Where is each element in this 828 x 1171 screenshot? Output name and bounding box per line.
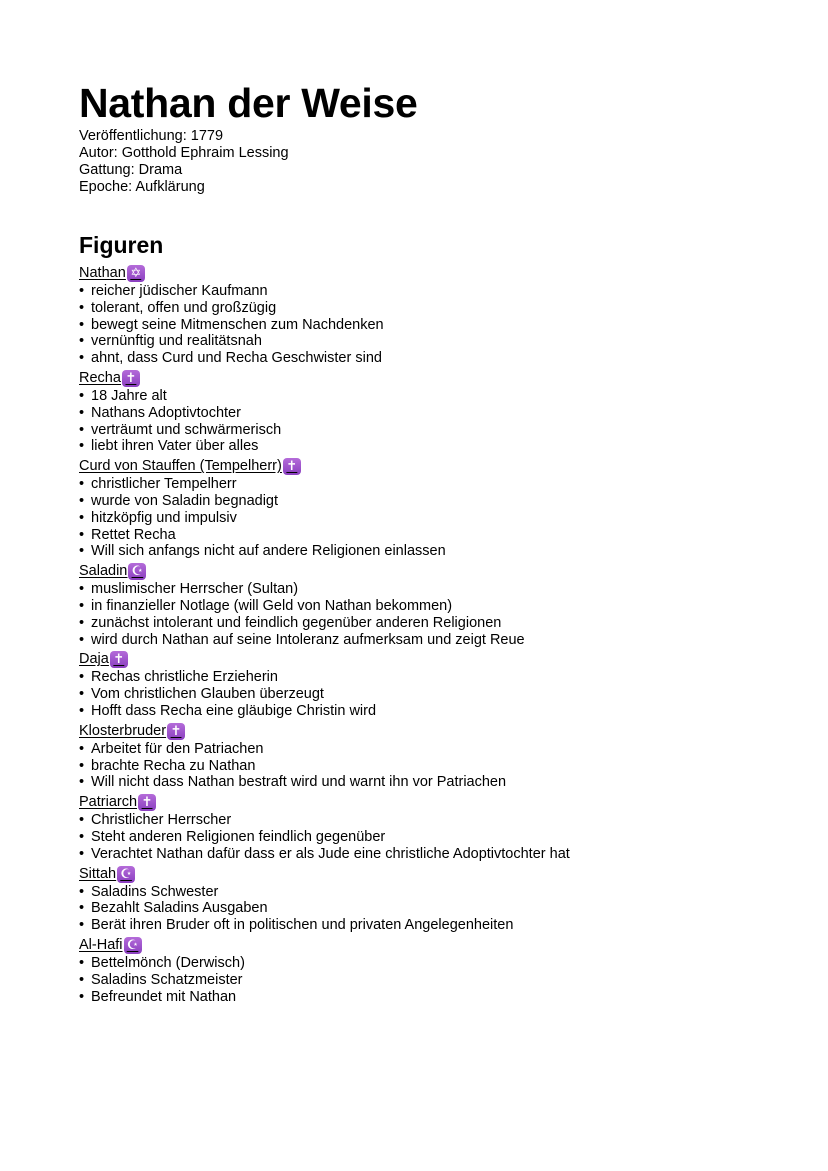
trait-list: [79, 283, 799, 367]
trait-list: [79, 476, 799, 560]
trait-item: • Berät ihren Bruder oft in politischen und privaten Angelegenheiten: [79, 917, 799, 934]
figure-heading: [79, 793, 156, 812]
figure-block: [79, 369, 799, 455]
trait-item: • Saladins Schatzmeister: [79, 972, 799, 989]
work-metadata: [79, 128, 799, 196]
trait-item: • liebt ihren Vater über alles: [79, 438, 799, 455]
trait-item: • Will nicht dass Nathan bestraft wird und warnt ihn vor Patriachen: [79, 774, 799, 791]
figure-name: Patriarch: [79, 794, 138, 811]
figure-name: Al-Hafi: [79, 936, 123, 953]
trait-item: • Bezahlt Saladins Ausgaben: [79, 900, 799, 917]
trait-list: [79, 812, 799, 862]
trait-list: [79, 741, 799, 791]
trait-item: • ahnt, dass Curd und Recha Geschwister sind: [79, 350, 799, 367]
document-page: [79, 80, 799, 1007]
trait-item: • wird durch Nathan auf seine Intoleranz aufmerksam und zeigt Reue: [79, 632, 799, 649]
trait-item: • Rechas christliche Erzieherin: [79, 669, 799, 686]
figure-name: Daja: [79, 651, 109, 668]
trait-item: • tolerant, offen und großzügig: [79, 300, 799, 317]
figure-block: [79, 562, 799, 648]
meta-line: Veröffentlichung: 1779: [79, 128, 224, 144]
trait-item: • brachte Recha zu Nathan: [79, 758, 799, 775]
figure-block: [79, 650, 799, 719]
trait-item: • Christlicher Herrscher: [79, 812, 799, 829]
figure-name: Saladin: [79, 563, 128, 580]
figure-name: Curd von Stauffen (Tempelherr): [79, 458, 282, 475]
figure-block: [79, 722, 799, 791]
trait-item: • Bettelmönch (Derwisch): [79, 955, 799, 972]
trait-item: • Vom christlichen Glauben überzeugt: [79, 686, 799, 703]
trait-item: • Will sich anfangs nicht auf andere Religionen einlassen: [79, 543, 799, 560]
trait-item: • Rettet Recha: [79, 527, 799, 544]
star-of-david-icon: ✡: [127, 265, 145, 282]
crescent-moon-icon: ☪: [117, 866, 135, 883]
meta-line: Autor: Gotthold Ephraim Lessing: [79, 145, 289, 161]
trait-list: [79, 388, 799, 455]
trait-item: • Nathans Adoptivtochter: [79, 405, 799, 422]
figure-heading: [79, 722, 185, 741]
meta-line: Epoche: Aufklärung: [79, 179, 205, 195]
trait-item: • muslimischer Herrscher (Sultan): [79, 581, 799, 598]
latin-cross-icon: ✝: [138, 794, 156, 811]
crescent-moon-icon: ☪: [124, 937, 142, 954]
section-heading-figuren: Figuren: [79, 232, 164, 258]
trait-item: • verträumt und schwärmerisch: [79, 422, 799, 439]
figure-name: Recha: [79, 369, 121, 386]
latin-cross-icon: ✝: [110, 651, 128, 668]
figure-heading: [79, 369, 140, 388]
figure-heading: [79, 562, 146, 581]
trait-item: • in finanzieller Notlage (will Geld von Nathan bekommen): [79, 598, 799, 615]
meta-line: Gattung: Drama: [79, 162, 183, 178]
figure-heading: [79, 650, 128, 669]
figure-block: [79, 264, 799, 367]
figure-heading: [79, 936, 142, 955]
figure-heading: [79, 264, 145, 283]
trait-list: [79, 884, 799, 934]
document-title: Nathan der Weise: [79, 80, 418, 126]
trait-item: • Steht anderen Religionen feindlich gegenüber: [79, 829, 799, 846]
trait-item: • Arbeitet für den Patriachen: [79, 741, 799, 758]
figure-block: [79, 865, 799, 934]
trait-item: • vernünftig und realitätsnah: [79, 333, 799, 350]
trait-item: • bewegt seine Mitmenschen zum Nachdenken: [79, 317, 799, 334]
figure-name: Nathan: [79, 265, 126, 281]
latin-cross-icon: ✝: [167, 723, 185, 740]
crescent-moon-icon: ☪: [128, 563, 146, 580]
trait-item: • Befreundet mit Nathan: [79, 989, 799, 1006]
trait-item: • Hofft dass Recha eine gläubige Christin wird: [79, 703, 799, 720]
trait-item: • Verachtet Nathan dafür dass er als Jude eine christliche Adoptivtochter hat: [79, 846, 799, 863]
trait-item: • wurde von Saladin begnadigt: [79, 493, 799, 510]
latin-cross-icon: ✝: [122, 370, 140, 387]
figure-block: [79, 936, 799, 1005]
trait-item: • 18 Jahre alt: [79, 388, 799, 405]
trait-item: • christlicher Tempelherr: [79, 476, 799, 493]
trait-item: • reicher jüdischer Kaufmann: [79, 283, 799, 300]
trait-list: [79, 669, 799, 719]
figures-list: [79, 264, 799, 1005]
figure-block: [79, 457, 799, 560]
trait-item: • zunächst intolerant und feindlich gegenüber anderen Religionen: [79, 615, 799, 632]
trait-item: • Saladins Schwester: [79, 884, 799, 901]
figure-name: Klosterbruder: [79, 722, 167, 739]
figure-name: Sittah: [79, 865, 117, 882]
figure-block: [79, 793, 799, 862]
trait-list: [79, 955, 799, 1005]
latin-cross-icon: ✝: [283, 458, 301, 475]
figure-heading: [79, 865, 135, 884]
trait-list: [79, 581, 799, 648]
figure-heading: [79, 457, 301, 476]
trait-item: • hitzköpfig und impulsiv: [79, 510, 799, 527]
